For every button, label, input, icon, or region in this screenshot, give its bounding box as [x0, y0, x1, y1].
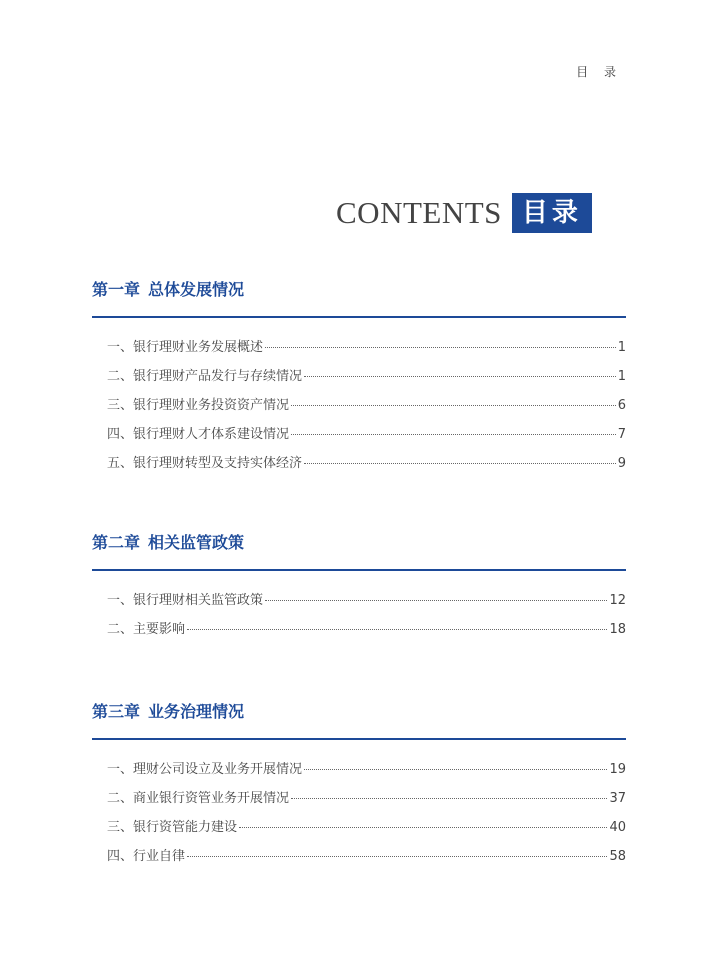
- toc-entry-label: 银行理财人才体系建设情况: [133, 427, 290, 442]
- chapter-title: [92, 698, 626, 726]
- chapter-title: [92, 529, 626, 557]
- toc-entry[interactable]: [92, 845, 626, 874]
- toc-entry-page: 1: [617, 340, 626, 355]
- chapter-divider: [92, 316, 626, 318]
- dot-leader: [291, 434, 616, 435]
- toc-entry-label: 银行理财产品发行与存续情况: [133, 369, 303, 384]
- toc-entry-prefix: 四、: [107, 849, 134, 864]
- toc-entry-page: 1: [617, 369, 626, 384]
- toc-entry-page: 18: [609, 622, 626, 637]
- toc-entry-prefix: 四、: [107, 427, 134, 442]
- dot-leader: [265, 347, 616, 348]
- chapter-3: [92, 698, 626, 874]
- toc-entry-label: 行业自律: [133, 849, 186, 864]
- toc-entry-page: 19: [609, 762, 626, 777]
- toc-entry-label: 银行理财转型及支持实体经济: [133, 456, 303, 471]
- chapter-name: 总体发展情况: [148, 280, 245, 299]
- toc-entry-page: 7: [617, 427, 626, 442]
- toc-entry[interactable]: [92, 758, 626, 787]
- chapter-number: 第二章: [92, 533, 141, 552]
- chapter-number: 第一章: [92, 280, 141, 299]
- toc-entry-prefix: 三、: [107, 820, 134, 835]
- dot-leader: [187, 856, 607, 857]
- chapter-title: [92, 276, 626, 304]
- chapter-name: 相关监管政策: [148, 533, 245, 552]
- dot-leader: [304, 376, 616, 377]
- running-header: 目 录: [576, 65, 622, 79]
- toc-entry-page: 58: [609, 849, 626, 864]
- toc-entry-label: 银行资管能力建设: [133, 820, 238, 835]
- dot-leader: [187, 629, 607, 630]
- toc-entry[interactable]: [92, 816, 626, 845]
- chapter-1: [92, 276, 626, 481]
- dot-leader: [291, 798, 607, 799]
- toc-list: [92, 336, 626, 481]
- toc-list: [92, 589, 626, 647]
- dot-leader: [304, 769, 607, 770]
- toc-entry-prefix: 二、: [107, 791, 134, 806]
- toc-entry-prefix: 二、: [107, 369, 134, 384]
- dot-leader: [265, 600, 607, 601]
- toc-entry[interactable]: [92, 423, 626, 452]
- toc-entry-label: 理财公司设立及业务开展情况: [133, 762, 303, 777]
- toc-entry-prefix: 三、: [107, 398, 134, 413]
- toc-entry[interactable]: [92, 365, 626, 394]
- toc-entry-prefix: 一、: [107, 593, 134, 608]
- toc-entry-label: 银行理财业务投资资产情况: [133, 398, 290, 413]
- chapter-divider: [92, 569, 626, 571]
- toc-entry-prefix: 五、: [107, 456, 134, 471]
- chapter-2: [92, 529, 626, 647]
- toc-entry[interactable]: [92, 452, 626, 481]
- toc-entry-prefix: 一、: [107, 762, 134, 777]
- toc-entry-prefix: 一、: [107, 340, 134, 355]
- chapter-name: 业务治理情况: [148, 702, 245, 721]
- toc-list: [92, 758, 626, 874]
- chapter-number: 第三章: [92, 702, 141, 721]
- toc-entry-label: 主要影响: [133, 622, 186, 637]
- dot-leader: [304, 463, 616, 464]
- toc-entry-page: 6: [617, 398, 626, 413]
- toc-entry[interactable]: [92, 394, 626, 423]
- dot-leader: [291, 405, 616, 406]
- toc-entry-label: 银行理财相关监管政策: [133, 593, 264, 608]
- toc-entry-prefix: 二、: [107, 622, 134, 637]
- toc-entry[interactable]: [92, 787, 626, 816]
- contents-heading: [336, 192, 592, 234]
- toc-entry-label: 商业银行资管业务开展情况: [133, 791, 290, 806]
- toc-entry[interactable]: [92, 618, 626, 647]
- toc-entry-label: 银行理财业务发展概述: [133, 340, 264, 355]
- contents-title-cn-badge: 目录: [512, 193, 592, 233]
- contents-title-en: CONTENTS: [336, 195, 502, 230]
- toc-entry-page: 37: [609, 791, 626, 806]
- dot-leader: [239, 827, 607, 828]
- toc-entry-page: 9: [617, 456, 626, 471]
- toc-entry-page: 40: [609, 820, 626, 835]
- toc-entry[interactable]: [92, 589, 626, 618]
- toc-entry-page: 12: [609, 593, 626, 608]
- toc-entry[interactable]: [92, 336, 626, 365]
- chapter-divider: [92, 738, 626, 740]
